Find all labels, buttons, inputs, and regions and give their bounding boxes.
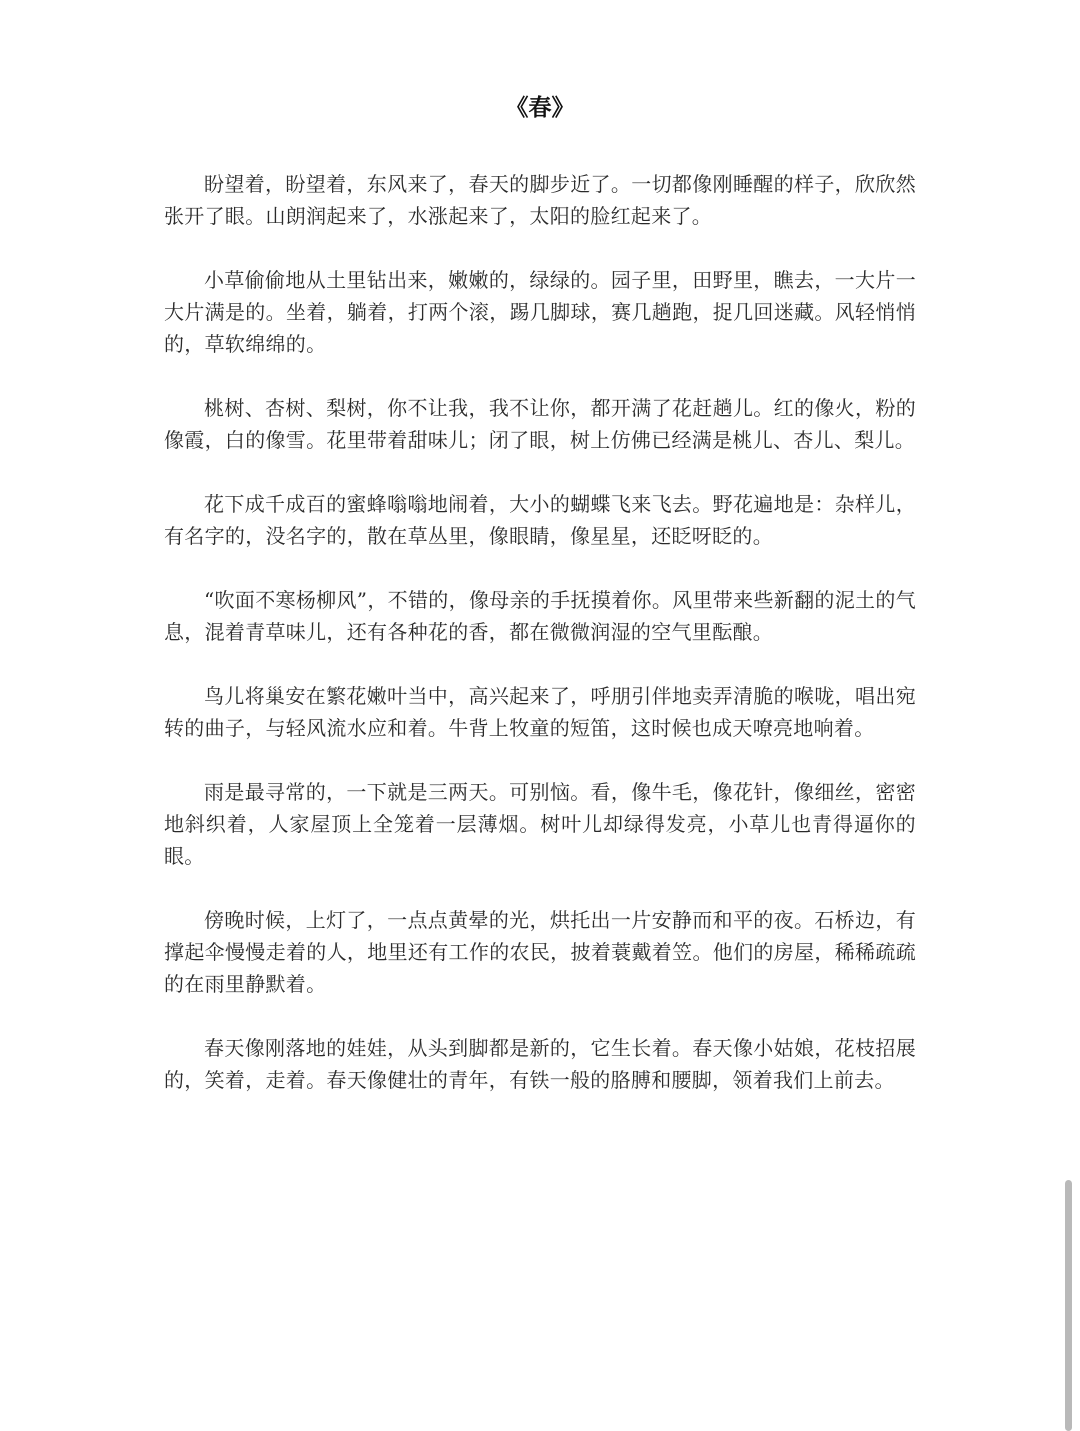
paragraph: 盼望着，盼望着，东风来了，春天的脚步近了。一切都像刚睡醒的样子，欣欣然张开了眼。山朗润起来了，水涨起来了，太阳的脸红起来了。 <box>164 172 916 228</box>
paragraph: 雨是最寻常的，一下就是三两天。可别恼。看，像牛毛，像花针，像细丝，密密地斜织着，人家屋顶上全笼着一层薄烟。树叶儿却绿得发亮，小草儿也青得逼你的眼。 <box>164 780 916 868</box>
document-body <box>164 168 916 1096</box>
document-page <box>164 0 916 1128</box>
paragraph: 小草偷偷地从土里钻出来，嫩嫩的，绿绿的。园子里，田野里，瞧去，一大片一大片满是的。坐着，躺着，打两个滚，踢几脚球，赛几趟跑，捉几回迷藏。风轻悄悄的，草软绵绵的。 <box>164 268 916 356</box>
paragraph: 傍晚时候，上灯了，一点点黄晕的光，烘托出一片安静而和平的夜。石桥边，有撑起伞慢慢走着的人，地里还有工作的农民，披着蓑戴着笠。他们的房屋，稀稀疏疏的在雨里静默着。 <box>164 908 916 996</box>
paragraph: 春天像刚落地的娃娃，从头到脚都是新的，它生长着。春天像小姑娘，花枝招展的，笑着，走着。春天像健壮的青年，有铁一般的胳膊和腰脚，领着我们上前去。 <box>164 1036 916 1092</box>
scrollbar-thumb[interactable] <box>1065 1180 1072 1431</box>
paragraph: 花下成千成百的蜜蜂嗡嗡地闹着，大小的蝴蝶飞来飞去。野花遍地是：杂样儿，有名字的，没名字的，散在草丛里，像眼睛，像星星，还眨呀眨的。 <box>164 492 916 548</box>
paragraph: 鸟儿将巢安在繁花嫩叶当中，高兴起来了，呼朋引伴地卖弄清脆的喉咙，唱出宛转的曲子，与轻风流水应和着。牛背上牧童的短笛，这时候也成天嘹亮地响着。 <box>164 684 916 740</box>
paragraph: 桃树、杏树、梨树，你不让我，我不让你，都开满了花赶趟儿。红的像火，粉的像霞，白的像雪。花里带着甜味儿；闭了眼，树上仿佛已经满是桃儿、杏儿、梨儿。 <box>164 396 916 452</box>
vertical-scrollbar[interactable] <box>1062 0 1074 1431</box>
document-title: 《春》 <box>505 94 575 121</box>
paragraph: “吹面不寒杨柳风”，不错的，像母亲的手抚摸着你。风里带来些新翻的泥土的气息，混着青草味儿，还有各种花的香，都在微微润湿的空气里酝酿。 <box>164 588 916 644</box>
